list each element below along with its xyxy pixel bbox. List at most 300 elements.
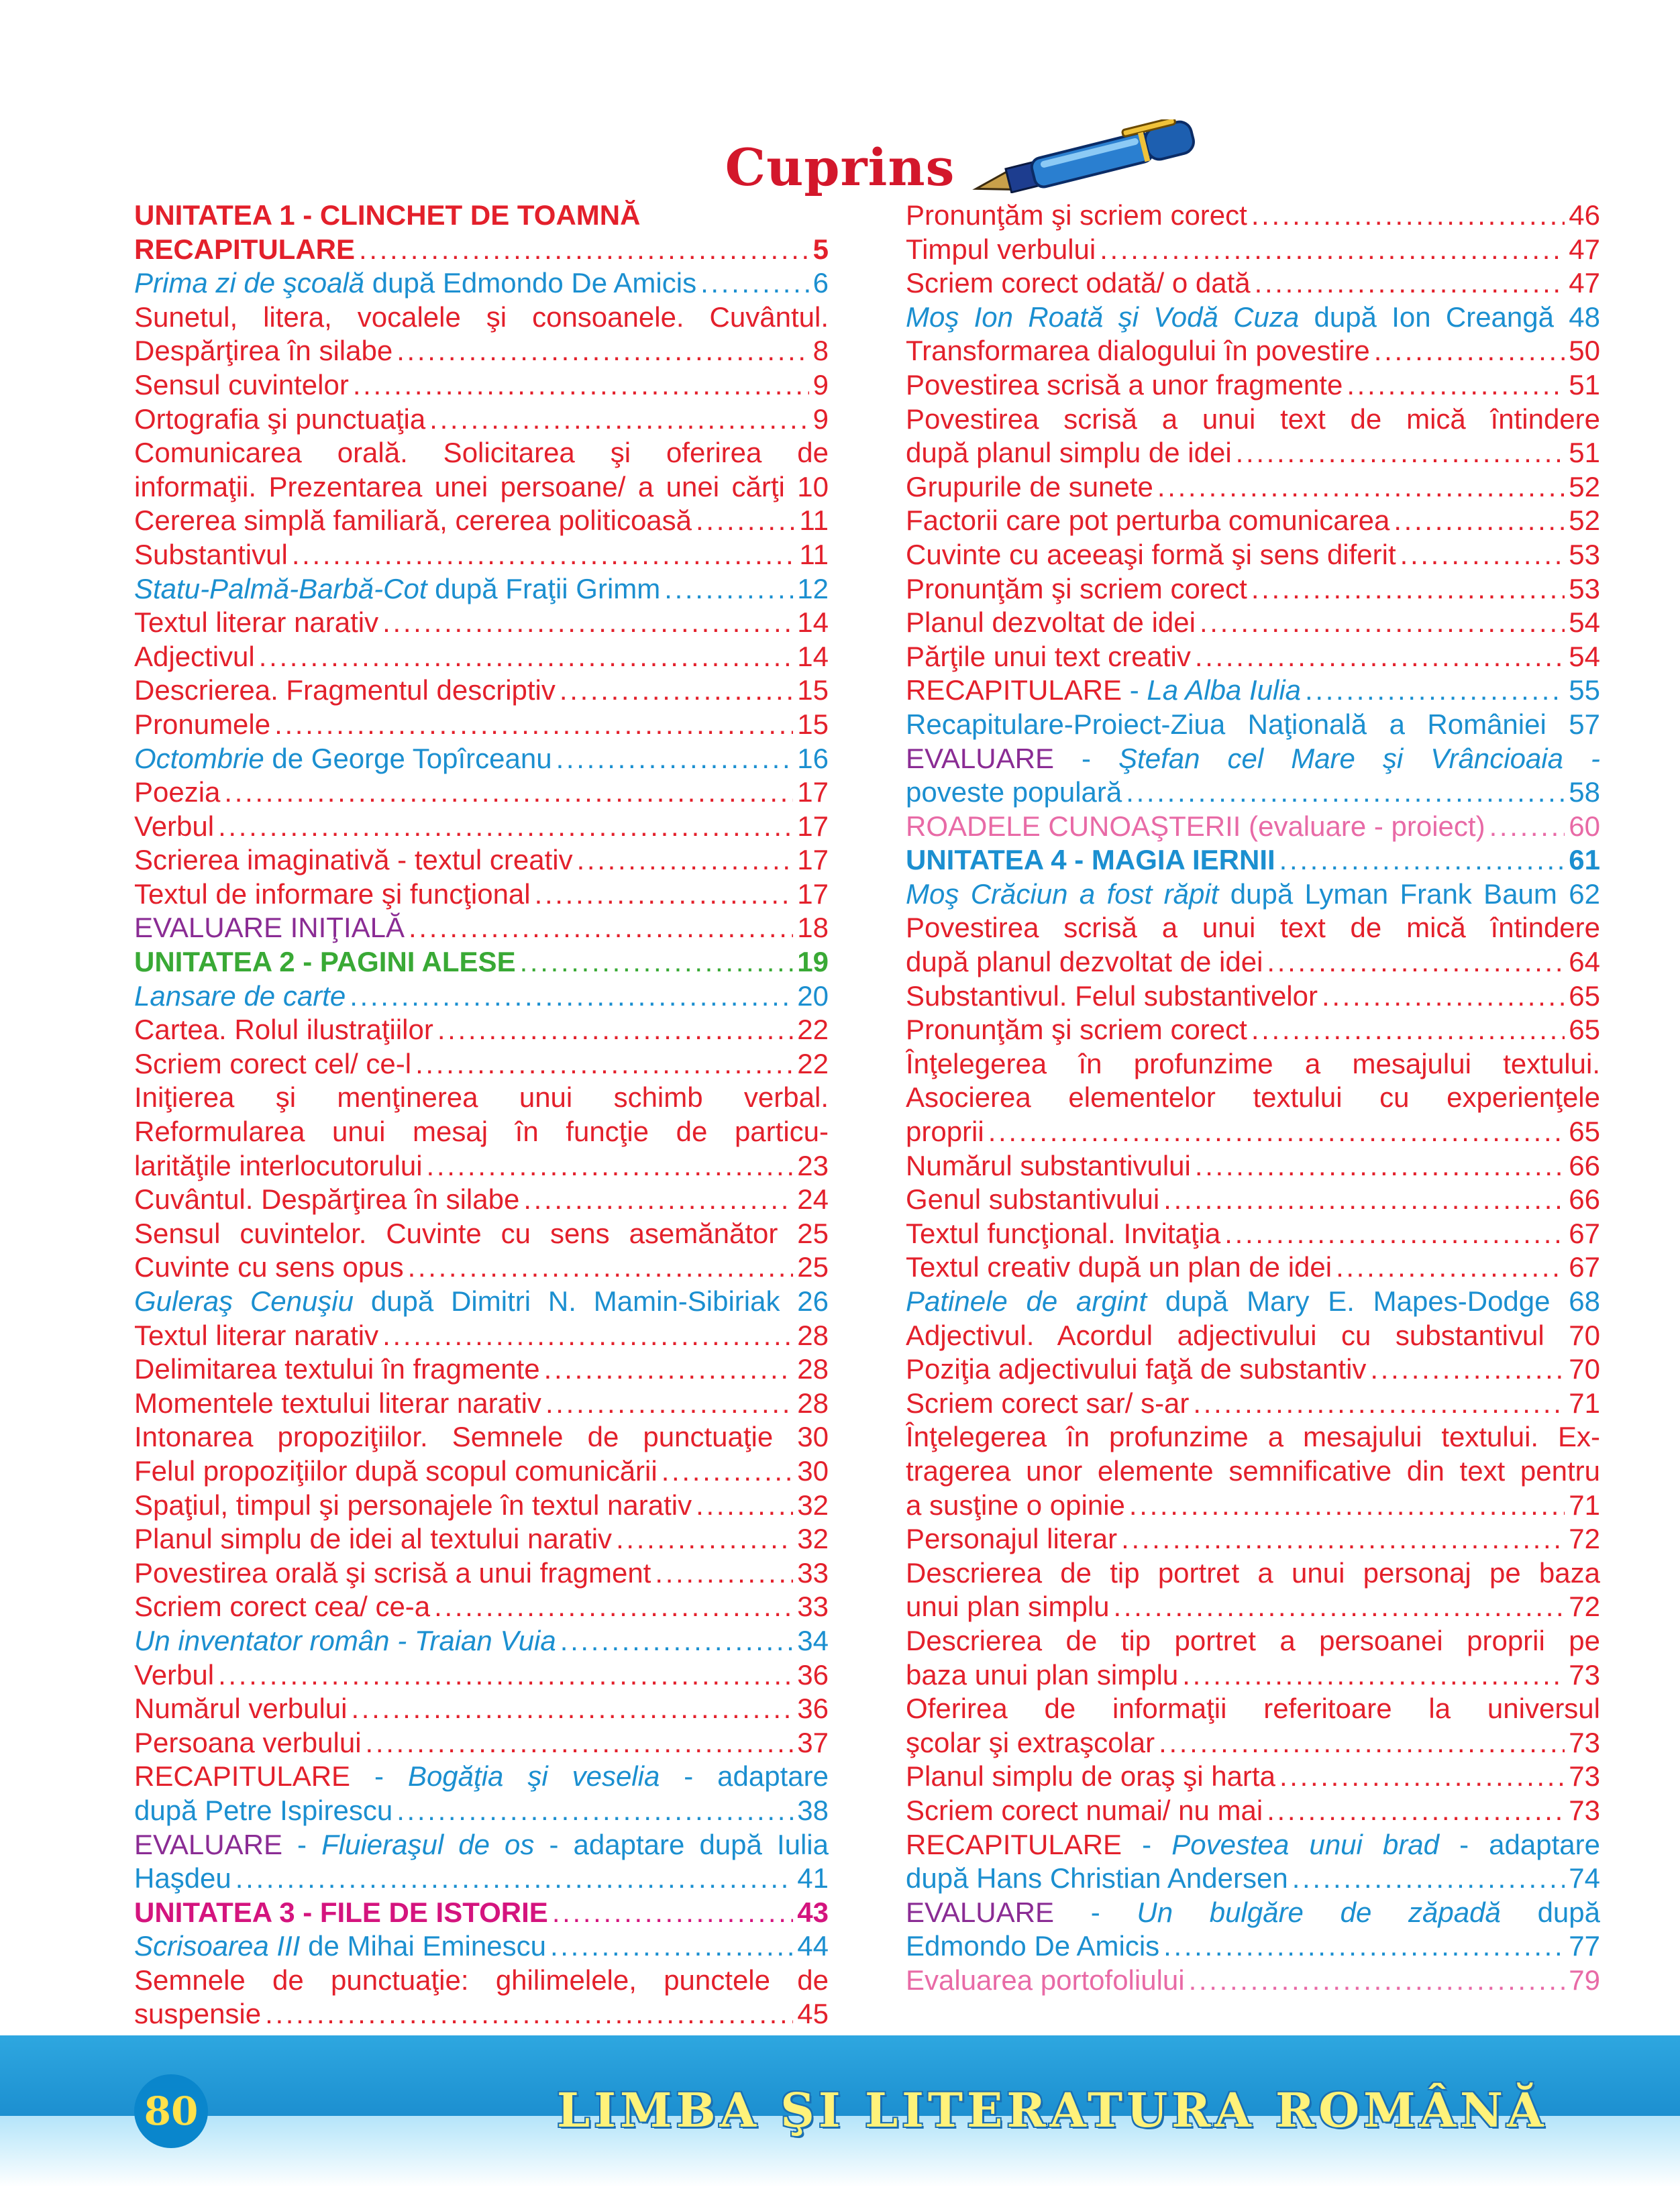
toc-entry[interactable] <box>906 1047 1600 1081</box>
toc-entry-text: baza unui plan simplu <box>906 1658 1179 1691</box>
toc-entry-text: Povestea unui brad <box>1171 1828 1440 1860</box>
toc-entry[interactable] <box>134 1420 829 1454</box>
toc-entry[interactable] <box>134 1692 829 1726</box>
toc-entry[interactable] <box>906 1183 1600 1217</box>
toc-entry-text: Edmondo De Amicis <box>906 1930 1160 1962</box>
toc-entry[interactable] <box>906 708 1600 742</box>
toc-entry[interactable] <box>906 1964 1600 1998</box>
leader-dots <box>520 945 794 979</box>
toc-page-number: 65 <box>1569 1014 1600 1046</box>
toc-entry[interactable] <box>134 301 829 335</box>
toc-entry-text: Cartea. Rolul ilustraţiilor <box>134 1014 433 1046</box>
toc-entry[interactable] <box>134 911 829 945</box>
toc-entry-text: Oferirea de informaţii referitoare la universul <box>906 1693 1600 1725</box>
toc-entry[interactable] <box>906 368 1600 403</box>
toc-entry[interactable] <box>134 1760 829 1794</box>
toc-entry-text: Guleraş Cenuşiu <box>134 1285 354 1317</box>
toc-entry-text: Cuvinte cu aceeaşi formă şi sens diferit <box>906 538 1396 570</box>
toc-entry[interactable] <box>906 403 1600 437</box>
leader-dots <box>577 843 794 877</box>
toc-entry[interactable] <box>134 742 829 776</box>
leader-dots <box>218 810 793 844</box>
toc-entry[interactable] <box>906 1420 1600 1454</box>
toc-entry-text: a susţine o opinie <box>906 1489 1125 1521</box>
toc-entry[interactable] <box>134 1896 829 1930</box>
toc-entry-text: de George Topîrceanu <box>264 742 552 774</box>
toc-entry-text: poveste populară <box>906 776 1122 808</box>
toc-entry[interactable] <box>906 1794 1600 1828</box>
leader-dots <box>1336 1250 1565 1285</box>
toc-entry[interactable] <box>906 1489 1600 1523</box>
toc-entry[interactable] <box>906 877 1600 912</box>
toc-entry[interactable] <box>134 1997 829 2031</box>
toc-page-number: 79 <box>1569 1964 1600 1996</box>
toc-entry-text: Octombrie <box>134 742 264 774</box>
leader-dots <box>427 1149 794 1183</box>
toc-entry[interactable] <box>906 301 1600 335</box>
toc-entry[interactable] <box>906 1149 1600 1183</box>
toc-entry-text: Spaţiul, timpul şi personajele în textul narativ <box>134 1489 692 1521</box>
toc-entry-text: Sunetul, litera, vocalele şi consoanele. Cuvântul. <box>134 301 829 333</box>
toc-entry[interactable] <box>906 1896 1600 1930</box>
toc-entry[interactable] <box>906 1862 1600 1896</box>
toc-entry-text: Adjectivul. Acordul adjectivului cu substantivul 70 <box>906 1319 1600 1351</box>
toc-entry-text: Sensul cuvintelor. Cuvinte cu sens asemănător 25 <box>134 1217 829 1249</box>
toc-entry[interactable] <box>906 945 1600 979</box>
toc-page-number: 18 <box>797 912 829 944</box>
leader-dots <box>700 266 809 301</box>
toc-entry-text: Verbul <box>134 810 215 842</box>
toc-entry[interactable] <box>134 1489 829 1523</box>
toc-entry-text: ROADELE CUNOAŞTERII (evaluare - proiect) <box>906 810 1485 842</box>
toc-entry[interactable] <box>906 233 1600 267</box>
toc-entry-text: Semnele de punctuaţie: ghilimelele, punctele de <box>134 1964 829 1996</box>
toc-entry[interactable] <box>906 470 1600 504</box>
toc-entry[interactable] <box>134 1047 829 1081</box>
toc-page-number: 11 <box>799 538 829 570</box>
leader-dots <box>1163 1929 1565 1964</box>
toc-entry[interactable] <box>134 538 829 572</box>
toc-entry-text: Povestirea scrisă a unui text de mică întindere <box>906 912 1600 944</box>
toc-right-column <box>906 199 1600 1997</box>
toc-page-number: 53 <box>1569 538 1600 570</box>
toc-entry[interactable] <box>906 1115 1600 1149</box>
toc-page-number: 53 <box>1569 572 1600 604</box>
toc-page-number: 28 <box>797 1319 829 1351</box>
toc-entry[interactable] <box>134 1590 829 1624</box>
leader-dots <box>1279 843 1565 877</box>
leader-dots <box>265 1997 793 2031</box>
toc-entry-text: RECAPITULARE <box>906 1828 1122 1860</box>
toc-entry-text: Povestirea scrisă a unui text de mică întindere <box>906 403 1600 435</box>
toc-entry[interactable] <box>134 1828 829 1862</box>
toc-entry[interactable] <box>906 1760 1600 1794</box>
toc-entry-text: - <box>1053 1896 1137 1928</box>
leader-dots <box>1255 266 1565 301</box>
toc-entry-text: Descrierea de tip portret a unui personaj pe baza <box>906 1556 1600 1589</box>
toc-entry[interactable] <box>134 1115 829 1149</box>
toc-entry-text: Scrisoarea III <box>134 1930 301 1962</box>
leader-dots <box>366 1726 794 1760</box>
toc-entry-text: EVALUARE <box>134 1828 282 1860</box>
toc-entry[interactable] <box>906 1013 1600 1047</box>
leader-dots <box>292 538 796 572</box>
toc-entry[interactable] <box>134 1624 829 1658</box>
toc-entry-text: Textul de informare şi funcţional <box>134 877 531 910</box>
toc-entry-text: Fluieraşul de os <box>321 1828 535 1860</box>
toc-page-number: 71 <box>1569 1489 1600 1521</box>
toc-entry-text: - adaptare <box>660 1760 829 1793</box>
toc-page-number: 66 <box>1569 1183 1600 1216</box>
toc-entry[interactable] <box>134 572 829 606</box>
toc-page-number: 51 <box>1569 437 1600 469</box>
toc-page-number: 23 <box>797 1149 829 1181</box>
toc-entry-text: UNITATEA 2 - PAGINI ALESE <box>134 946 516 978</box>
toc-entry-text: Un bulgăre de zăpadă <box>1137 1896 1501 1928</box>
toc-entry[interactable] <box>906 572 1600 606</box>
leader-dots <box>664 572 793 606</box>
toc-entry[interactable] <box>906 504 1600 538</box>
toc-page-number: 38 <box>797 1794 829 1826</box>
toc-page-number: 22 <box>797 1047 829 1079</box>
leader-dots <box>616 1522 793 1556</box>
leader-dots <box>1347 368 1565 403</box>
leader-dots <box>560 674 793 708</box>
toc-page-number: 72 <box>1569 1523 1600 1555</box>
toc-entry-text: - adaptare <box>1439 1828 1600 1860</box>
toc-entry-text: Pronunţăm şi scriem corect <box>906 572 1247 604</box>
toc-entry-text: Recapitulare-Proiect-Ziua Naţională a României 57 <box>906 708 1600 740</box>
toc-entry[interactable] <box>134 504 829 538</box>
toc-entry[interactable] <box>906 1828 1600 1862</box>
toc-entry[interactable] <box>134 403 829 437</box>
toc-entry[interactable] <box>134 1862 829 1896</box>
leader-dots <box>1394 504 1565 538</box>
fountain-pen-icon <box>966 119 1208 193</box>
toc-entry-text: Lansare de carte <box>134 979 346 1012</box>
leader-dots <box>655 1556 793 1591</box>
toc-page-number: 47 <box>1569 267 1600 299</box>
toc-entry[interactable] <box>906 979 1600 1014</box>
toc-entry-text: Delimitarea textului în fragmente <box>134 1353 540 1385</box>
toc-left-column <box>134 199 829 2031</box>
leader-dots <box>696 1489 793 1523</box>
toc-entry-text: Cuvântul. Despărţirea în silabe <box>134 1183 520 1216</box>
toc-entry[interactable] <box>906 1929 1600 1964</box>
toc-entry[interactable] <box>906 1556 1600 1591</box>
toc-page-number: 34 <box>797 1624 829 1656</box>
toc-entry-text: - <box>1122 1828 1172 1860</box>
toc-page-number: 65 <box>1569 1116 1600 1148</box>
toc-entry[interactable] <box>906 674 1600 708</box>
toc-page-number: 9 <box>812 368 829 401</box>
toc-entry[interactable] <box>134 776 829 810</box>
toc-page-number: 61 <box>1569 844 1600 876</box>
toc-entry[interactable] <box>906 1387 1600 1421</box>
leader-dots <box>434 1590 793 1624</box>
toc-page-number: 17 <box>797 877 829 910</box>
leader-dots <box>224 776 793 810</box>
toc-entry[interactable] <box>906 436 1600 470</box>
toc-page-number: 44 <box>797 1930 829 1962</box>
toc-entry-text: Înţelegerea în profunzime a mesajului textului. <box>906 1047 1600 1079</box>
toc-entry-text: - <box>282 1828 322 1860</box>
toc-entry[interactable] <box>906 606 1600 640</box>
toc-entry[interactable] <box>134 436 829 470</box>
toc-entry[interactable] <box>134 1217 829 1251</box>
toc-entry[interactable] <box>134 334 829 368</box>
toc-page-number: 45 <box>797 1998 829 2030</box>
toc-entry[interactable] <box>134 1285 829 1319</box>
toc-entry-text: Felul propoziţiilor după scopul comunicării <box>134 1454 658 1487</box>
toc-page-number: 32 <box>797 1489 829 1521</box>
toc-entry[interactable] <box>134 979 829 1014</box>
toc-entry-text: Scrierea imaginativă - textul creativ <box>134 844 573 876</box>
subject-title: LIMBA ŞI LITERATURA ROMÂNĂ <box>557 2082 1548 2138</box>
toc-entry[interactable] <box>906 1590 1600 1624</box>
leader-dots <box>988 1115 1565 1149</box>
toc-entry[interactable] <box>134 1013 829 1047</box>
toc-entry-text: Poezia <box>134 776 221 808</box>
toc-page-number: 70 <box>1569 1353 1600 1385</box>
leader-dots <box>1163 1183 1565 1217</box>
toc-entry[interactable] <box>134 877 829 912</box>
leader-dots <box>218 1658 793 1693</box>
toc-entry[interactable] <box>134 674 829 708</box>
toc-entry[interactable] <box>906 1250 1600 1285</box>
toc-entry[interactable] <box>134 199 829 233</box>
leader-dots <box>552 1896 793 1930</box>
toc-page-number: 9 <box>812 403 829 435</box>
toc-entry-text: RECAPITULARE <box>134 233 356 265</box>
toc-page-number: 66 <box>1569 1149 1600 1181</box>
toc-entry[interactable] <box>134 1556 829 1591</box>
leader-dots <box>1279 1760 1565 1794</box>
toc-entry-text: tragerea unor elemente semnificative din text pentru <box>906 1454 1600 1487</box>
toc-entry-text: - <box>1053 742 1119 774</box>
leader-dots <box>235 1862 794 1896</box>
toc-entry-text: Evaluarea portofoliului <box>906 1964 1185 1996</box>
toc-entry[interactable] <box>906 1352 1600 1387</box>
toc-entry-text: Scriem corect cel/ ce-l <box>134 1047 412 1079</box>
toc-entry[interactable] <box>906 1658 1600 1693</box>
toc-entry[interactable] <box>906 1726 1600 1760</box>
toc-page-number: 33 <box>797 1591 829 1623</box>
toc-entry[interactable] <box>134 1929 829 1964</box>
toc-entry[interactable] <box>906 1081 1600 1115</box>
toc-entry-text: Timpul verbului <box>906 233 1096 265</box>
toc-entry[interactable] <box>134 708 829 742</box>
toc-entry[interactable] <box>134 1726 829 1760</box>
leader-dots <box>1489 810 1565 844</box>
leader-dots <box>1100 233 1565 267</box>
leader-dots <box>397 1794 793 1828</box>
toc-entry-text: Părţile unui text creativ <box>906 640 1191 672</box>
toc-entry[interactable] <box>906 1454 1600 1489</box>
toc-page-number: 60 <box>1569 810 1600 842</box>
leader-dots <box>545 1387 793 1421</box>
toc-page-number: 8 <box>812 335 829 367</box>
toc-entry[interactable] <box>906 742 1600 776</box>
toc-entry-text: Povestirea scrisă a unor fragmente <box>906 368 1343 401</box>
toc-entry-text: Planul simplu de idei al textului narativ <box>134 1523 613 1555</box>
toc-entry[interactable] <box>134 810 829 844</box>
toc-page-number: 74 <box>1569 1862 1600 1895</box>
toc-page-number: 72 <box>1569 1591 1600 1623</box>
leader-dots <box>560 1624 794 1658</box>
toc-page-number: 65 <box>1569 979 1600 1012</box>
toc-entry-text: Scriem corect odată/ o dată <box>906 267 1251 299</box>
toc-entry[interactable] <box>906 776 1600 810</box>
toc-entry-text: Textul literar narativ <box>134 1319 379 1351</box>
toc-page-number: 50 <box>1569 335 1600 367</box>
toc-page-number: 14 <box>797 640 829 672</box>
toc-entry-text: Persoana verbului <box>134 1726 362 1758</box>
leader-dots <box>1305 674 1565 708</box>
toc-entry-text: Intonarea propoziţiilor. Semnele de punctuaţie 30 <box>134 1421 829 1453</box>
leader-dots <box>1157 470 1565 504</box>
toc-entry[interactable] <box>906 843 1600 877</box>
toc-page-number: 73 <box>1569 1726 1600 1758</box>
toc-entry[interactable] <box>134 843 829 877</box>
leader-dots <box>1292 1862 1565 1896</box>
toc-entry-text: larităţile interlocutorului <box>134 1149 423 1181</box>
toc-entry[interactable] <box>906 1624 1600 1658</box>
toc-entry[interactable] <box>134 1454 829 1489</box>
toc-page-number: 36 <box>797 1693 829 1725</box>
leader-dots <box>556 742 794 776</box>
toc-entry-text: după Petre Ispirescu <box>134 1794 393 1826</box>
toc-entry[interactable] <box>134 368 829 403</box>
toc-entry[interactable] <box>134 640 829 674</box>
toc-entry-text: Iniţierea şi menţinerea unui schimb verbal. <box>134 1081 829 1114</box>
toc-entry-text: Înţelegerea în profunzime a mesajului textului. Ex- <box>906 1421 1600 1453</box>
leader-dots <box>544 1352 794 1387</box>
toc-entry-text: Sensul cuvintelor <box>134 368 349 401</box>
toc-entry[interactable] <box>134 470 829 504</box>
toc-entry-text: informaţii. Prezentarea unei persoane/ a unei cărţi 10 <box>134 470 829 502</box>
toc-entry-text: Statu-Palmă-Barbă-Cot <box>134 572 427 604</box>
toc-entry-text: Pronunţăm şi scriem corect <box>906 199 1247 231</box>
toc-page-number: 6 <box>812 267 829 299</box>
toc-entry[interactable] <box>906 1522 1600 1556</box>
toc-page-number: 37 <box>797 1726 829 1758</box>
toc-entry[interactable] <box>134 1149 829 1183</box>
toc-entry-text: Ortografia şi punctuaţia <box>134 403 426 435</box>
toc-entry[interactable] <box>906 538 1600 572</box>
toc-page-number: 47 <box>1569 233 1600 265</box>
toc-page-number: 67 <box>1569 1251 1600 1283</box>
toc-entry-text: Pronumele <box>134 708 271 740</box>
toc-entry-text: Asocierea elementelor textului cu experienţele <box>906 1081 1600 1114</box>
toc-entry[interactable] <box>134 945 829 979</box>
leader-dots <box>1114 1590 1565 1624</box>
toc-entry-text: Planul dezvoltat de idei <box>906 606 1196 639</box>
toc-page-number: 54 <box>1569 606 1600 639</box>
toc-entry[interactable] <box>906 1285 1600 1319</box>
toc-entry[interactable] <box>134 1964 829 1998</box>
leader-dots <box>1193 1387 1565 1421</box>
toc-entry-text: Descrierea. Fragmentul descriptiv <box>134 674 556 706</box>
toc-entry[interactable] <box>134 1352 829 1387</box>
leader-dots <box>1374 334 1565 368</box>
toc-page-number: 16 <box>797 742 829 774</box>
toc-entry[interactable] <box>134 1658 829 1693</box>
toc-entry-text: după Fraţii Grimm <box>427 572 661 604</box>
leader-dots <box>1159 1726 1565 1760</box>
toc-entry-text: Patinele de argint <box>906 1285 1147 1317</box>
footer <box>0 2035 1680 2187</box>
toc-entry[interactable] <box>134 1183 829 1217</box>
toc-entry[interactable] <box>906 810 1600 844</box>
toc-entry[interactable] <box>906 1692 1600 1726</box>
toc-entry[interactable] <box>906 1217 1600 1251</box>
toc-entry[interactable] <box>134 1081 829 1115</box>
toc-page-number: 5 <box>812 233 829 265</box>
toc-entry-text: după planul dezvoltat de idei <box>906 946 1263 978</box>
toc-entry[interactable] <box>134 606 829 640</box>
page-title: Cuprins <box>725 138 955 197</box>
toc-page-number: 19 <box>797 946 829 978</box>
toc-entry-text: Textul literar narativ <box>134 606 379 639</box>
toc-entry[interactable] <box>134 233 829 267</box>
toc-entry-text: Textul funcţional. Invitaţia <box>906 1217 1221 1249</box>
leader-dots <box>1370 1352 1565 1387</box>
toc-page-number: 22 <box>797 1014 829 1046</box>
toc-page-number: 17 <box>797 776 829 808</box>
toc-entry[interactable] <box>906 911 1600 945</box>
toc-entry[interactable] <box>906 1319 1600 1353</box>
toc-page-number: 15 <box>797 674 829 706</box>
toc-entry-text: - <box>350 1760 408 1793</box>
leader-dots <box>1400 538 1565 572</box>
toc-page-number: 17 <box>797 844 829 876</box>
toc-entry-text: Personajul literar <box>906 1523 1118 1555</box>
toc-entry-text: după Ion Creangă 48 <box>1299 301 1600 333</box>
toc-entry[interactable] <box>134 266 829 301</box>
toc-entry[interactable] <box>906 266 1600 301</box>
leader-dots <box>1126 776 1565 810</box>
toc-entry-text: Substantivul <box>134 538 288 570</box>
leader-dots <box>696 504 795 538</box>
toc-entry[interactable] <box>134 1522 829 1556</box>
toc-entry[interactable] <box>134 1387 829 1421</box>
toc-entry-text: Pronunţăm şi scriem corect <box>906 1014 1247 1046</box>
toc-entry-text: RECAPITULARE <box>906 674 1122 706</box>
toc-page-number: 73 <box>1569 1760 1600 1793</box>
toc-entry[interactable] <box>906 334 1600 368</box>
toc-entry-text: RECAPITULARE <box>134 1760 351 1793</box>
toc-page-number: 73 <box>1569 1794 1600 1826</box>
leader-dots <box>1251 199 1565 233</box>
leader-dots <box>415 1047 793 1081</box>
toc-entry-text: Factorii care pot perturba comunicarea <box>906 504 1390 537</box>
toc-entry[interactable] <box>906 199 1600 233</box>
toc-entry-text: Cuvinte cu sens opus <box>134 1251 404 1283</box>
leader-dots <box>1129 1489 1565 1523</box>
toc-entry-text: după Edmondo De Amicis <box>364 267 697 299</box>
toc-entry[interactable] <box>906 640 1600 674</box>
leader-dots <box>382 606 793 640</box>
page-number: 80 <box>134 2074 208 2148</box>
toc-entry-text: Moş Crăciun a fost răpit <box>906 877 1219 910</box>
leader-dots <box>1182 1658 1565 1693</box>
toc-entry[interactable] <box>134 1250 829 1285</box>
toc-entry[interactable] <box>134 1319 829 1353</box>
toc-entry[interactable] <box>134 1794 829 1828</box>
toc-entry-text: Scriem corect cea/ ce-a <box>134 1591 431 1623</box>
leader-dots <box>523 1183 793 1217</box>
